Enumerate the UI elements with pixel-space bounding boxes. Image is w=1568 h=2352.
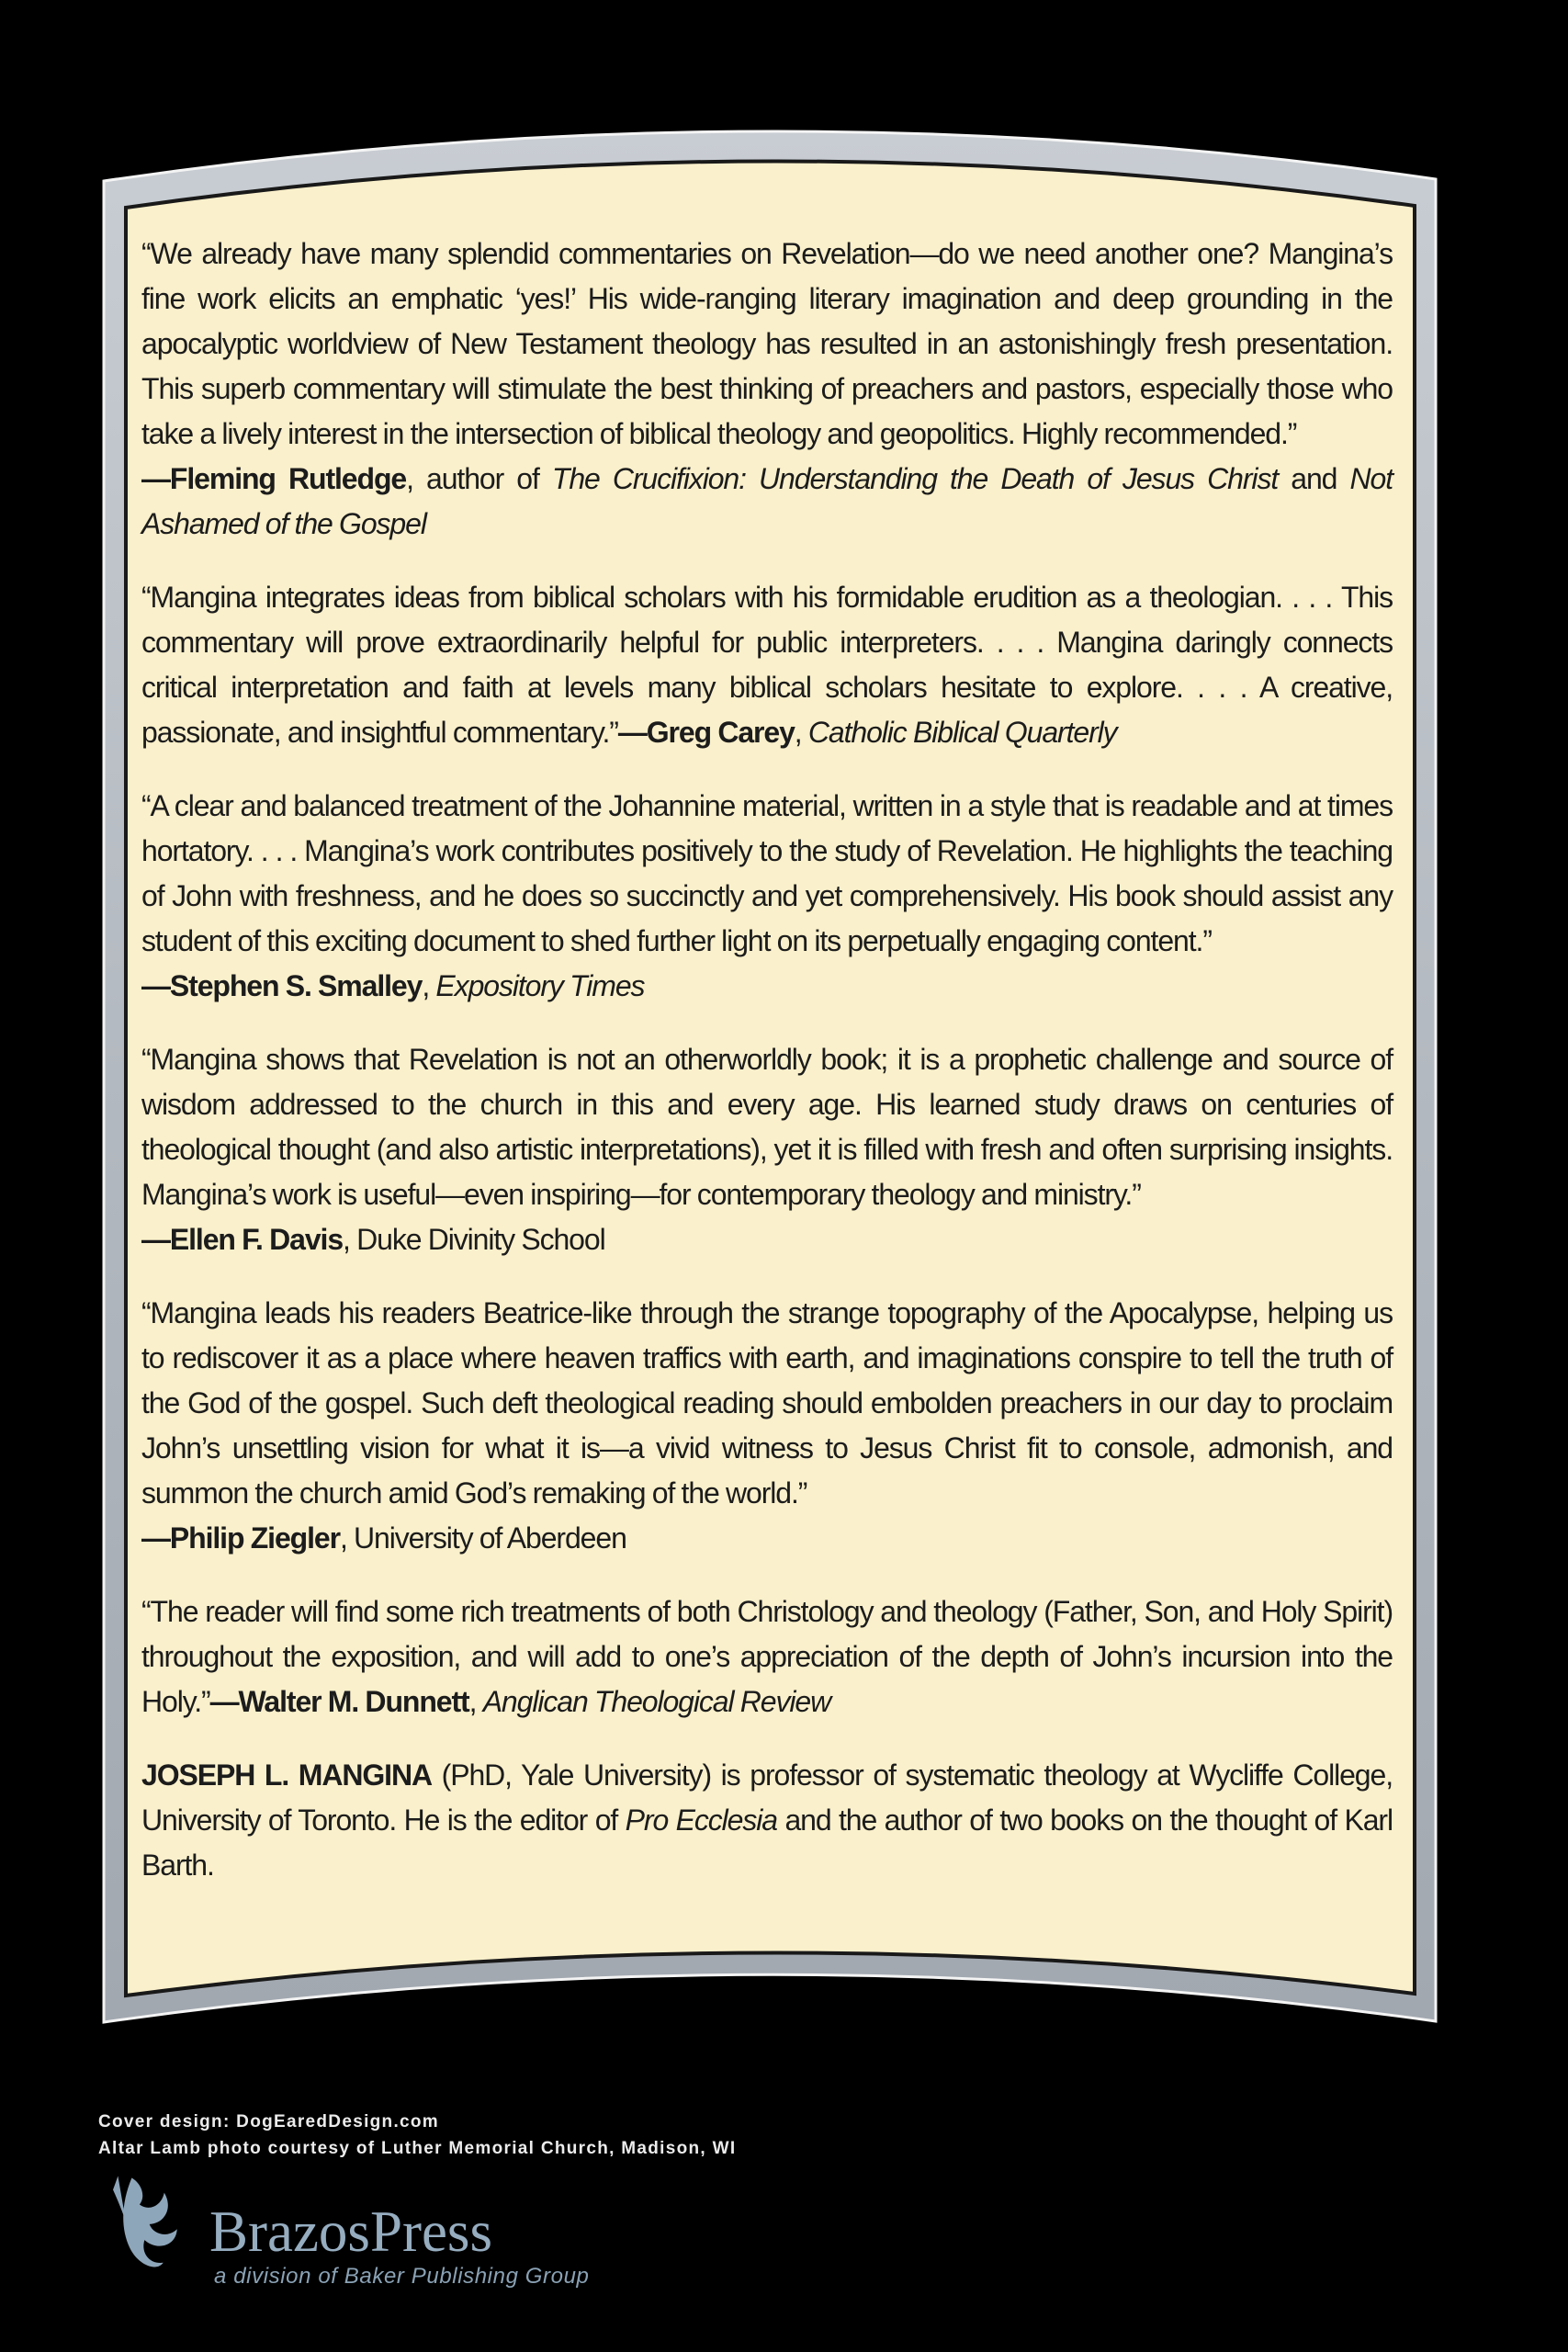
text-segment: , author of — [406, 462, 552, 495]
text-segment: The Crucifixion: Understanding the Death of Jesus Christ — [551, 462, 1279, 495]
text-segment: “Mangina leads his readers Beatrice-like through the strange topography of the Apocalypse, helping us to rediscover it as a place where heaven traffics with earth, and imaginations conspire to tell the truth of the God of the gospel. Such deft theological reading should embolden preachers in our day to proclaim John’s unsettling vision for what it is—a vivid witness to Jesus Christ fit to console, admonish, and summon the church amid God’s remaking of the world.” — [141, 1296, 1393, 1510]
text-segment: “Mangina shows that Revelation is not an otherworldly book; it is a prophetic challenge and source of wisdom addressed to the church in this and every age. His learned study draws on centuries of theological thought (and also artistic interpretations), yet it is filled with fresh and often surprising insights. Mangina’s work is useful—even inspiring—for contemporary theology and ministry.” — [141, 1043, 1393, 1211]
text-segment: —Stephen S. Smalley — [141, 969, 423, 1002]
endorsement-quote — [141, 1291, 1393, 1561]
text-segment: —Walter M. Dunnett — [209, 1685, 469, 1718]
endorsement-quote — [141, 784, 1393, 1009]
credit-line: Cover design: DogEaredDesign.com — [98, 2112, 440, 2132]
text-segment: “The reader will find some rich treatments of both Christology and theology (Father, Son, and Holy Spirit) throughout the exposition, and will add to one’s appreciation of the depth of John’s incursion into the Holy.” — [141, 1595, 1393, 1718]
text-segment: , — [794, 716, 808, 749]
text-segment: “A clear and balanced treatment of the Johannine material, written in a style that is readable and at times hortatory. . . . Mangina’s work contributes positively to the study of Revelation. He highlights the teaching of John with freshness, and he does so succinctly and yet comprehensively. His book should assist any student of this exciting document to shed further light on its perpetually engaging content.” — [141, 789, 1393, 957]
text-segment: , — [468, 1685, 483, 1718]
photo-credits — [98, 2109, 736, 2162]
text-segment: “Mangina integrates ideas from biblical scholars with his formidable erudition as a theologian. . . . This commentary will prove extraordinarily helpful for public interpreters. . . . Mangina daringly connects critical interpretation and faith at levels many biblical scholars hesitate to explore. . . . A creative, passionate, and insightful commentary.” — [141, 581, 1393, 749]
text-segment: , Duke Divinity School — [343, 1223, 605, 1256]
publisher-tagline: a division of Baker Publishing Group — [214, 2264, 590, 2289]
text-segment: and the author of two books on the thought of Karl Barth. — [141, 1804, 1393, 1882]
endorsement-quote — [141, 1037, 1393, 1262]
text-segment: Pro Ecclesia — [625, 1804, 777, 1837]
text-segment: —Greg Carey — [617, 716, 795, 749]
text-segment: , — [422, 969, 436, 1002]
author-bio — [141, 1753, 1393, 1888]
text-segment: —Fleming Rutledge — [141, 462, 407, 495]
text-segment: Catholic Biblical Quarterly — [807, 716, 1117, 749]
lamb-swirl-icon — [99, 2174, 208, 2277]
text-segment: (PhD, Yale University) is professor of systematic theology at Wycliffe College, University of Toronto. He is the editor of — [141, 1758, 1393, 1837]
text-segment: —Philip Ziegler — [141, 1521, 340, 1555]
endorsement-quote — [141, 232, 1393, 547]
text-segment: Not Ashamed of the Gospel — [141, 462, 1393, 540]
text-segment: Expository Times — [435, 969, 645, 1002]
endorsement-quote — [141, 575, 1393, 755]
text-segment: , University of Aberdeen — [339, 1521, 626, 1555]
text-segment: Anglican Theological Review — [482, 1685, 831, 1718]
text-segment: “We already have many splendid commentaries on Revelation—do we need another one? Mangina’s fine work elicits an emphatic ‘yes!’ His wide-ranging literary imagination and deep grounding in the apocalyptic worldview of New Testament theology has resulted in an astonishingly fresh presentation. This superb commentary will stimulate the best thinking of preachers and pastors, especially those who take a lively interest in the intersection of biblical theology and geopolitics. Highly recommended.” — [141, 237, 1393, 450]
text-segment: JOSEPH L. MANGINA — [141, 1758, 432, 1792]
publisher-wordmark: BrazosPress — [209, 2199, 492, 2264]
endorsements-panel — [141, 232, 1393, 1888]
text-segment: and — [1278, 462, 1350, 495]
endorsement-quote — [141, 1589, 1393, 1724]
text-segment: —Ellen F. Davis — [141, 1223, 344, 1256]
credit-line: Altar Lamb photo courtesy of Luther Memorial Church, Madison, WI — [98, 2139, 737, 2158]
